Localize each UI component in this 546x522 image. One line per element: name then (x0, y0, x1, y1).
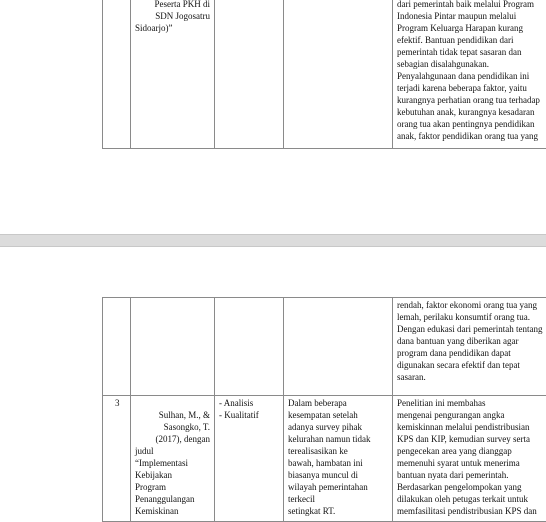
author-line: Program (135, 482, 166, 492)
summary-line: dana bantuan yang diberikan agar (397, 336, 519, 346)
summary-line: Program Keluarga Harapan kurang (397, 23, 524, 33)
author-line (135, 397, 210, 409)
result-line: adanya survey pihak (288, 422, 362, 432)
summary-line: terjadi karena beberapa faktor, yaitu (397, 83, 527, 93)
cell-summary (393, 298, 546, 396)
cell-number (103, 396, 131, 522)
author-line: Sulhan, M., & (158, 410, 210, 420)
table-row (103, 396, 546, 522)
summary-line: program dana pendidikan dapat (397, 348, 511, 358)
summary-line: dilakukan oleh petugas terkait untuk (397, 494, 528, 504)
result-line: kesempatan setelah (288, 410, 358, 420)
cell-method (215, 298, 284, 396)
summary-line: pemerintah tidak tepat sasaran dan (397, 47, 522, 57)
page-lower (0, 247, 546, 522)
summary-line: Berdasarkan pengelompokan yang (397, 482, 522, 492)
summary-line: Indonesia Pintar maupun melalui (397, 11, 517, 21)
summary-line: memenuhi syarat untuk menerima (397, 458, 520, 468)
result-line: terealisasikan ke (288, 446, 348, 456)
author-line: SDN Jogosatru (155, 11, 210, 21)
summary-line: Penelitian ini membahas (397, 398, 486, 408)
summary-line: bantuan nyata dari pemerintah. (397, 470, 509, 480)
summary-line: pengecekan area yang dianggap (397, 446, 512, 456)
summary-line: rendah, faktor ekonomi orang tua yang (397, 300, 537, 310)
result-line: terkecil (288, 494, 315, 504)
author-line: Sasongko, T. (163, 422, 210, 432)
method-line: - Kualitatif (219, 410, 259, 420)
author-line: Kebijakan (135, 470, 172, 480)
page-upper (0, 0, 546, 234)
result-line: bawah, hambatan ini (288, 458, 363, 468)
author-line: Sidoarjo)” (135, 23, 173, 33)
cell-method (215, 0, 284, 149)
cell-number (103, 298, 131, 396)
summary-line: digunakan secara efektif dan tepat (397, 360, 520, 370)
cell-summary (393, 396, 546, 522)
result-line: setingkat RT. (288, 506, 336, 516)
author-line: “Implementasi (135, 458, 188, 468)
literature-table-bottom (102, 297, 546, 522)
cell-result (284, 0, 393, 149)
summary-line: mengenai pengurangan angka (397, 410, 505, 420)
summary-line: kebutuhan anak, kurangnya kesadaran (397, 107, 535, 117)
cell-author (131, 0, 215, 149)
cell-method (215, 396, 284, 522)
author-line: Peserta PKH di (154, 0, 210, 9)
summary-line: Penyalahgunaan dana pendidikan ini (397, 71, 530, 81)
summary-line: anak, faktor pendidikan orang tua yang (397, 131, 538, 141)
summary-line: memfasilitasi pendistribusian KPS dan (397, 506, 537, 516)
author-line: Kemiskinan (135, 506, 179, 516)
summary-line: Dengan edukasi dari pemerintah tentang (397, 324, 543, 334)
cell-result (284, 396, 393, 522)
summary-line: dari pemerintah baik melalui Program (397, 0, 534, 9)
result-line: kelurahan namun tidak (288, 434, 371, 444)
cell-result (284, 298, 393, 396)
summary-line: sasaran. (397, 372, 426, 382)
summary-line: lemah, perilaku konsumtif orang tua. (397, 312, 530, 322)
literature-table-top (102, 0, 546, 149)
summary-line: sebagian disalahgunakan. (397, 59, 489, 69)
summary-line: kurangnya perhatian orang tua terhadap (397, 95, 540, 105)
result-line: Dalam beberapa (288, 398, 347, 408)
row-number: 3 (115, 398, 120, 408)
summary-line: orang tua akan pentingnya pendidikan (397, 119, 535, 129)
cell-summary (393, 0, 546, 149)
summary-line: kemiskinnan melalui pendistribusian (397, 422, 530, 432)
summary-line: KPS dan KIP, kemudian survey serta (397, 434, 530, 444)
table-row (103, 0, 546, 149)
author-line: (2017), dengan (155, 434, 210, 444)
table-row (103, 298, 546, 396)
summary-line: efektif. Bantuan pendidikan dari (397, 35, 514, 45)
cell-number (103, 0, 131, 149)
result-line: biasanya muncul di (288, 470, 358, 480)
cell-author (131, 396, 215, 522)
method-line: - Analisis (219, 398, 254, 408)
result-line: wilayah pemerintahan (288, 482, 368, 492)
author-line: judul (135, 446, 154, 456)
cell-author (131, 298, 215, 396)
page-break (0, 234, 546, 247)
author-line: Penanggulangan (135, 494, 195, 504)
